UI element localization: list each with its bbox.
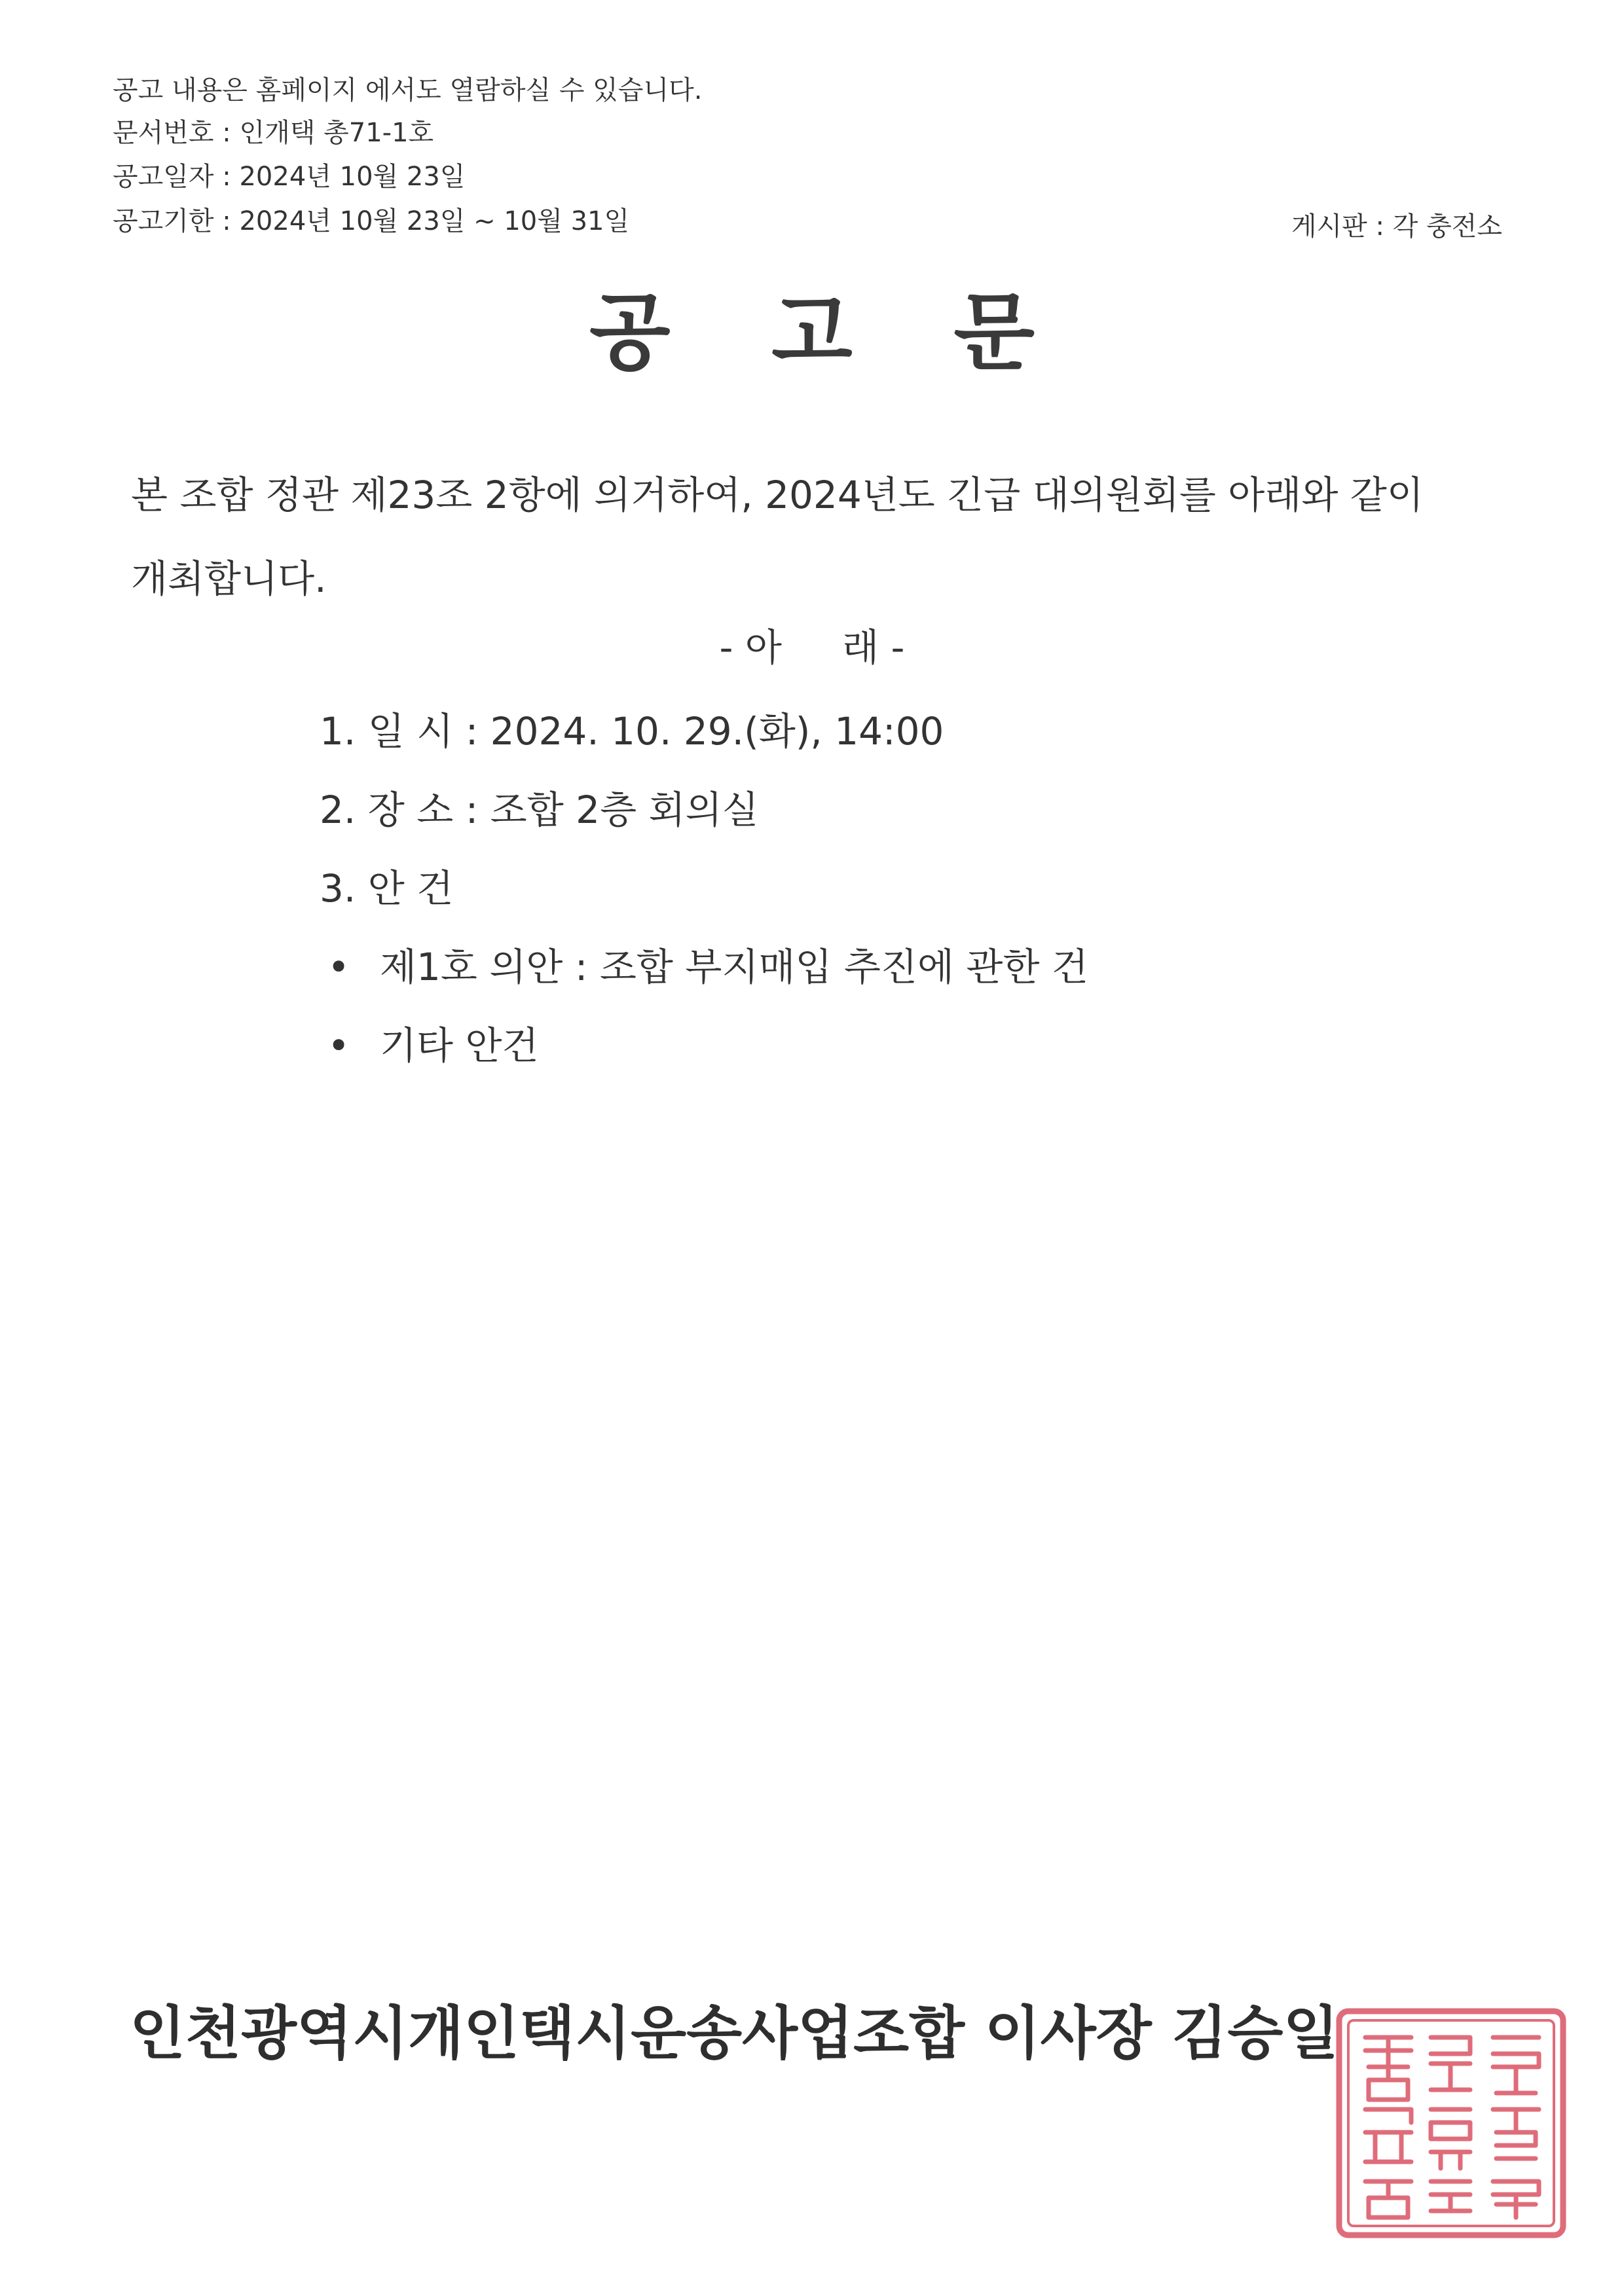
notice-date: 공고일자 : 2024년 10월 23일 (113, 162, 466, 192)
bullet-icon: • (327, 945, 350, 989)
signer-name: 인천광역시개인택시운송사업조합 이사장 김승일 (130, 1999, 1339, 2067)
bulletin-board: 게시판 : 각 충전소 (1291, 211, 1502, 242)
agenda-item (327, 945, 1088, 989)
document-number: 문서번호 : 인개택 총71-1호 (113, 118, 434, 148)
agenda-item-text: 기타 안건 (380, 1023, 539, 1068)
item-location: 2. 장 소 : 조합 2층 회의실 (320, 788, 759, 832)
item-agenda: 3. 안 건 (320, 866, 454, 911)
official-seal-icon (1333, 2005, 1570, 2242)
agenda-item (327, 1023, 539, 1068)
below-heading: - 아 래 - (719, 625, 905, 670)
item-datetime: 1. 일 시 : 2024. 10. 29.(화), 14:00 (320, 709, 944, 754)
agenda-item-text: 제1호 의안 : 조합 부지매입 추진에 관한 건 (380, 945, 1088, 989)
homepage-note: 공고 내용은 홈페이지 에서도 열람하실 수 있습니다. (113, 75, 703, 105)
intro-paragraph: 본 조합 정관 제23조 2항에 의거하여, 2024년도 긴급 대의원회를 아래와 같이 개최합니다. (131, 473, 1424, 601)
bullet-icon: • (327, 1023, 350, 1068)
document-title: 공 고 문 (589, 284, 1035, 382)
notice-period: 공고기한 : 2024년 10월 23일 ~ 10월 31일 (113, 206, 630, 236)
